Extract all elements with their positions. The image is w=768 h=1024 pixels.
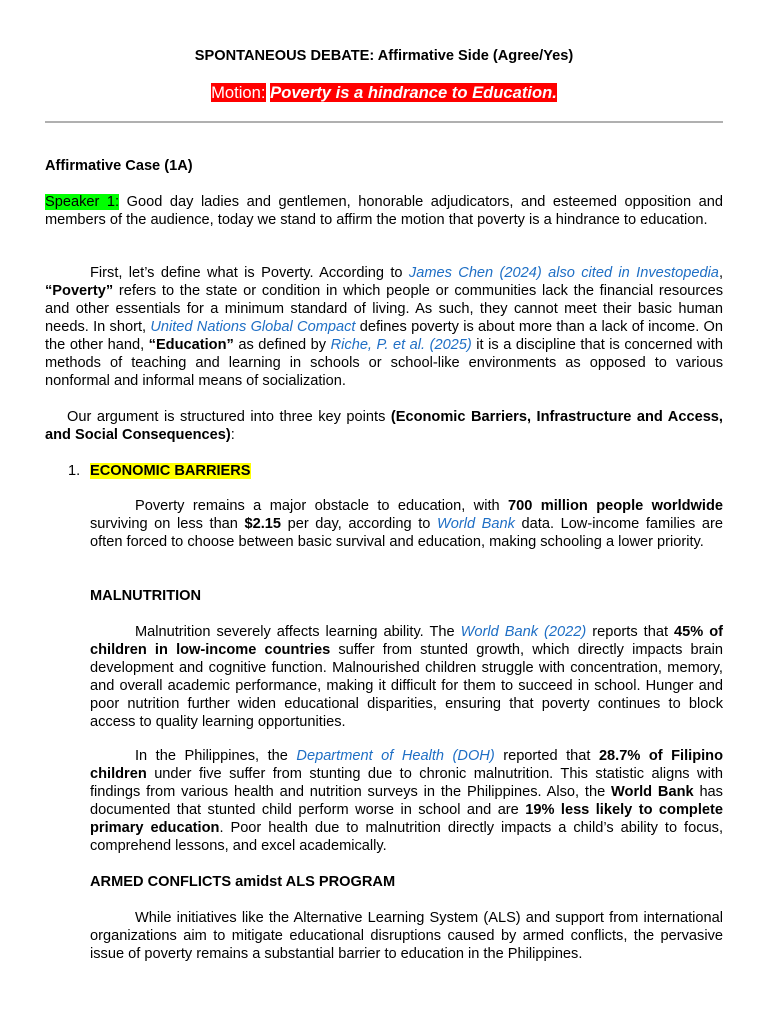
malnutrition-paragraph-1 [90,623,723,731]
speaker-paragraph [45,193,723,229]
term-poverty: “Poverty” [45,283,114,299]
term-education: “Education” [148,337,234,353]
citation-link[interactable]: Riche, P. et al. (2025) [330,337,472,353]
bold-text: World Bank [611,784,694,800]
malnutrition-heading: MALNUTRITION [90,588,202,604]
section-heading-text: ECONOMIC BARRIERS [90,463,251,479]
citation-link[interactable]: World Bank [436,516,515,532]
text-run: it is a discipline that is concerned with methods of teaching and learning in schools or school-like environments as opposed to various nonformal and informal means of socialization. [45,337,723,389]
text-run: defines poverty is about more than a lack of income. On the other hand, [45,319,723,353]
armed-conflicts-heading: ARMED CONFLICTS amidst ALS PROGRAM [90,874,396,890]
text-run: has documented that stunted child perform worse in school and are [90,784,723,818]
section-heading-economic [90,462,490,480]
bold-stat: 19% less likely to complete primary education [90,802,723,836]
citation-link[interactable]: James Chen (2024) also cited in Investopedia [408,265,719,281]
argument-points: (Economic Barriers, Infrastructure and Access, and Social Consequences) [45,409,723,443]
speaker-label: Speaker 1: [45,194,120,210]
bold-stat: $2.15 [244,516,282,532]
speaker-text: Good day ladies and gentlemen, honorable adjudicators, and esteemed opposition and members of the audience, today we stand to affirm the motion that poverty is a hindrance to education. [45,194,723,228]
text-run: surviving on less than [90,516,245,532]
citation-link[interactable]: World Bank (2022) [460,624,587,640]
case-heading: Affirmative Case (1A) [45,158,193,174]
text-run: reports that [586,624,675,640]
text-run: as defined by [233,337,331,353]
motion-text: Poverty is a hindrance to Education. [270,83,557,102]
citation-link[interactable]: Department of Health (DOH) [296,748,495,764]
document-title: SPONTANEOUS DEBATE: Affirmative Side (Agree/Yes) [194,48,574,64]
list-number: 1. [68,463,81,479]
bold-stat: 28.7% of Filipino children [90,748,723,782]
text-run: refers to the state or condition in which people or communities lack the financial resources and other essentials for a minimum standard of living. As such, they cannot meet their basic human needs. In short, [45,283,723,335]
text-run: suffer from stunted growth, which directly impacts brain development and cognitive function. Malnourished children struggle with concentration, memory, and overall academic performance, making it difficult for them to succeed in school. Hunger and poor nutrition further widen educational disparities, ensuring that poverty continues to block access to quality learning opportunities. [90,642,724,730]
bold-stat: 700 million people worldwide [508,498,723,514]
malnutrition-paragraph-2 [90,747,723,855]
citation-link[interactable]: United Nations Global Compact [150,319,356,335]
definitions-paragraph [45,264,723,390]
armed-conflicts-paragraph: While initiatives like the Alternative Learning System (ALS) and support from international organizations aim to mitigate educational disruptions caused by armed conflicts, the pervasive issue of poverty remains a substantial barrier to education in the Philippines. [90,910,723,962]
text-run: Poverty remains a major obstacle to education, with [135,498,509,514]
text-run: under five suffer from stunting due to chronic malnutrition. This statistic aligns with findings from various health and nutrition surveys in the Philippines. Also, the [90,766,723,800]
text-run: : [230,427,235,443]
text-run: , [718,265,723,281]
economic-paragraph [90,497,723,551]
text-run: Malnutrition severely affects learning ability. The [135,624,461,640]
text-run: . Poor health due to malnutrition directly impacts a child’s ability to focus, comprehend lessons, and excel academically. [90,820,723,854]
text-run: per day, according to [281,516,437,532]
motion-line [0,83,768,103]
text-run: Our argument is structured into three key points [67,409,391,425]
text-run: First, let’s define what is Poverty. According to [90,265,409,281]
argument-paragraph [45,408,723,444]
motion-label: Motion: [211,83,266,102]
bold-stat: 45% of children in low-income countries [90,624,724,658]
text-run: In the Philippines, the [135,748,297,764]
text-run: data. Low-income families are often forced to choose between basic survival and education, making schooling a lower priority. [90,516,723,550]
text-run: reported that [494,748,599,764]
horizontal-rule [45,121,723,123]
